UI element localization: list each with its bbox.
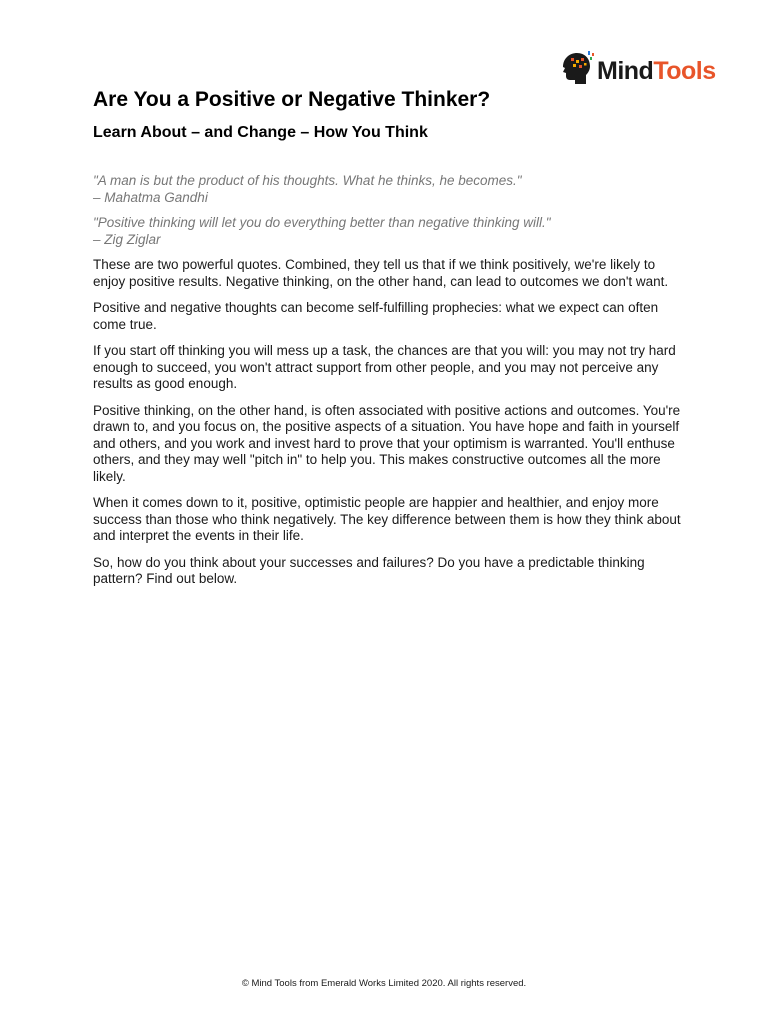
quote-author: – Zig Ziglar [93,231,161,247]
body-paragraph: These are two powerful quotes. Combined, they tell us that if we think positively, we're likely to enjoy positive results. Negative thinking, on the other hand, can lead to outcomes we don't want. [93,257,669,289]
mindtools-logo [559,48,735,90]
quote [93,215,683,248]
copyright-footer: © Mind Tools from Emerald Works Limited 2020. All rights reserved. [241,978,527,989]
article [93,86,683,598]
body-paragraph: When it comes down to it, positive, optimistic people are happier and healthier, and enjoy more success than those who think negatively. The key difference between them is how they think about and interpret the events in their life. [93,495,681,543]
quote-author: – Mahatma Gandhi [93,189,208,205]
body-paragraph: Positive thinking, on the other hand, is often associated with positive actions and outcomes. You're drawn to, and you focus on, the positive aspects of a situation. You have hope and faith in yourself and others, and you work and invest hard to prove that your optimism is warranted. You'll enthuse others, and they may well "pitch in" to help you. This makes constructive outcomes all the more likely. [93,402,681,484]
page-title: Are You a Positive or Negative Thinker? [93,88,491,111]
logo-word-mind: Mind [597,56,654,85]
quotes-block [93,173,683,248]
head-logo-icon [559,49,595,89]
quote-text: "Positive thinking will let you do everything better than negative thinking will." [93,215,551,230]
logo-word-tools: Tools [653,56,716,85]
body-paragraph: Positive and negative thoughts can become self-fulfilling prophecies: what we expect can often come true. [93,300,659,332]
quote-text: "A man is but the product of his thoughts. What he thinks, he becomes." [93,173,522,188]
quote [93,173,683,206]
logo-wordmark [597,56,716,85]
body-paragraph: So, how do you think about your successes and failures? Do you have a predictable thinking pattern? Find out below. [93,554,645,586]
body-paragraph: If you start off thinking you will mess up a task, the chances are that you will: you may not try hard enough to succeed, you won't attract support from other people, and you may not perceive any results as good enough. [93,343,676,391]
page-subtitle: Learn About – and Change – How You Think [93,124,428,141]
